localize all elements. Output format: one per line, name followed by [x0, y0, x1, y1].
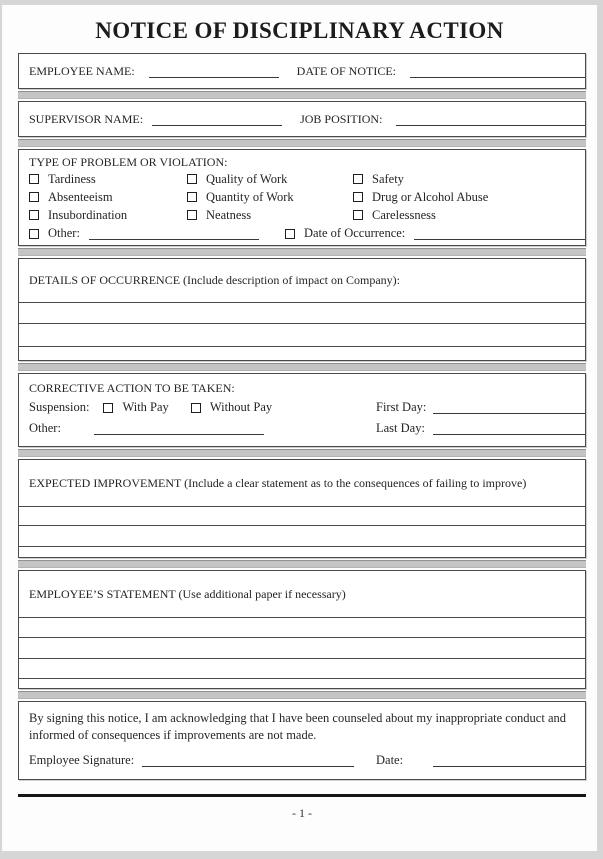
- with-pay-label: With Pay: [122, 400, 169, 414]
- signature-date-field[interactable]: [433, 754, 585, 767]
- section-separator: [18, 139, 586, 147]
- form-body: [18, 53, 586, 821]
- insubordination-label: Insubordination: [48, 207, 128, 222]
- blank-writing-line[interactable]: [19, 679, 585, 688]
- expected-improvement-section: [18, 459, 586, 558]
- acknowledgment-section: [18, 701, 586, 780]
- supervisor-header-section: [18, 101, 586, 137]
- other-action-field[interactable]: [94, 422, 264, 435]
- section-separator: [18, 248, 586, 256]
- blank-writing-line[interactable]: [19, 324, 585, 347]
- other-violation-field[interactable]: [89, 227, 259, 240]
- quality-of-work-label: Quality of Work: [206, 171, 288, 186]
- corrective-heading: CORRECTIVE ACTION TO BE TAKEN:: [29, 381, 235, 395]
- violation-row: [29, 188, 585, 206]
- section-separator: [18, 91, 586, 99]
- page-number: - 1 -: [292, 806, 312, 820]
- blank-writing-line[interactable]: [19, 303, 585, 324]
- violation-section: [18, 149, 586, 246]
- date-of-occurrence-field[interactable]: [414, 227, 585, 240]
- blank-writing-line[interactable]: [19, 659, 585, 679]
- quality-of-work-checkbox[interactable]: [187, 174, 197, 184]
- suspension-label: Suspension:: [29, 400, 90, 414]
- safety-label: Safety: [372, 171, 404, 186]
- blank-writing-line[interactable]: [19, 638, 585, 659]
- violation-heading: TYPE OF PROBLEM OR VIOLATION:: [29, 155, 228, 169]
- without-pay-label: Without Pay: [209, 400, 273, 414]
- violation-other-row: [29, 224, 585, 243]
- other-violation-label: Other:: [48, 226, 80, 240]
- supervisor-name-field[interactable]: [152, 113, 282, 126]
- employee-signature-field[interactable]: [142, 754, 354, 767]
- blank-writing-line[interactable]: [19, 507, 585, 526]
- paper-sheet: [2, 5, 597, 851]
- neatness-label: Neatness: [206, 207, 252, 222]
- employee-statement-section: [18, 570, 586, 689]
- job-position-label: JOB POSITION:: [300, 111, 383, 126]
- first-day-field[interactable]: [433, 401, 585, 414]
- tardiness-label: Tardiness: [48, 171, 96, 186]
- blank-writing-line[interactable]: [19, 547, 585, 557]
- first-day-label: First Day:: [376, 400, 427, 414]
- with-pay-checkbox[interactable]: [103, 403, 113, 413]
- details-section: [18, 258, 586, 361]
- date-of-occurrence-label: Date of Occurrence:: [303, 226, 406, 240]
- details-heading: DETAILS OF OCCURRENCE (Include description of impact on Company):: [19, 259, 585, 303]
- carelessness-checkbox[interactable]: [353, 210, 363, 220]
- form-title: NOTICE OF DISCIPLINARY ACTION: [95, 18, 504, 43]
- section-separator: [18, 691, 586, 699]
- drug-alcohol-abuse-label: Drug or Alcohol Abuse: [372, 189, 489, 204]
- signature-row: [29, 750, 585, 771]
- date-of-notice-label: DATE OF NOTICE:: [296, 63, 396, 78]
- job-position-field[interactable]: [396, 113, 585, 126]
- other-action-label: Other:: [29, 421, 61, 435]
- employee-header-section: [18, 53, 586, 89]
- expected-improvement-heading: EXPECTED IMPROVEMENT (Include a clear statement as to the consequences of failing to improve): [19, 460, 585, 507]
- date-of-notice-field[interactable]: [410, 65, 585, 78]
- suspension-row: [29, 397, 585, 418]
- neatness-checkbox[interactable]: [187, 210, 197, 220]
- page-divider: [18, 794, 586, 797]
- tardiness-checkbox[interactable]: [29, 174, 39, 184]
- employee-statement-heading: EMPLOYEE’S STATEMENT (Use additional paper if necessary): [19, 571, 585, 618]
- acknowledgment-text: By signing this notice, I am acknowledging that I have been counseled about my inappropriate conduct and informed of consequences if improvements are not made.: [29, 711, 567, 742]
- section-separator: [18, 449, 586, 457]
- safety-checkbox[interactable]: [353, 174, 363, 184]
- without-pay-checkbox[interactable]: [191, 403, 201, 413]
- signature-date-label: Date:: [376, 753, 404, 767]
- employee-name-label: EMPLOYEE NAME:: [29, 63, 135, 78]
- last-day-label: Last Day:: [376, 421, 425, 435]
- insubordination-checkbox[interactable]: [29, 210, 39, 220]
- date-of-occurrence-checkbox[interactable]: [285, 229, 295, 239]
- other-violation-checkbox[interactable]: [29, 229, 39, 239]
- blank-writing-line[interactable]: [19, 526, 585, 547]
- absenteeism-checkbox[interactable]: [29, 192, 39, 202]
- violation-row: [29, 206, 585, 224]
- section-separator: [18, 363, 586, 371]
- employee-signature-label: Employee Signature:: [29, 753, 135, 767]
- violation-row: [29, 170, 585, 188]
- quantity-of-work-label: Quantity of Work: [206, 189, 294, 204]
- blank-writing-line[interactable]: [19, 347, 585, 360]
- supervisor-name-label: SUPERVISOR NAME:: [29, 111, 144, 126]
- corrective-action-section: [18, 373, 586, 447]
- blank-writing-line[interactable]: [19, 618, 585, 638]
- drug-alcohol-abuse-checkbox[interactable]: [353, 192, 363, 202]
- last-day-field[interactable]: [433, 422, 585, 435]
- section-separator: [18, 560, 586, 568]
- absenteeism-label: Absenteeism: [48, 189, 113, 204]
- quantity-of-work-checkbox[interactable]: [187, 192, 197, 202]
- carelessness-label: Carelessness: [372, 207, 436, 222]
- employee-name-field[interactable]: [149, 65, 279, 78]
- other-action-row: [29, 418, 585, 439]
